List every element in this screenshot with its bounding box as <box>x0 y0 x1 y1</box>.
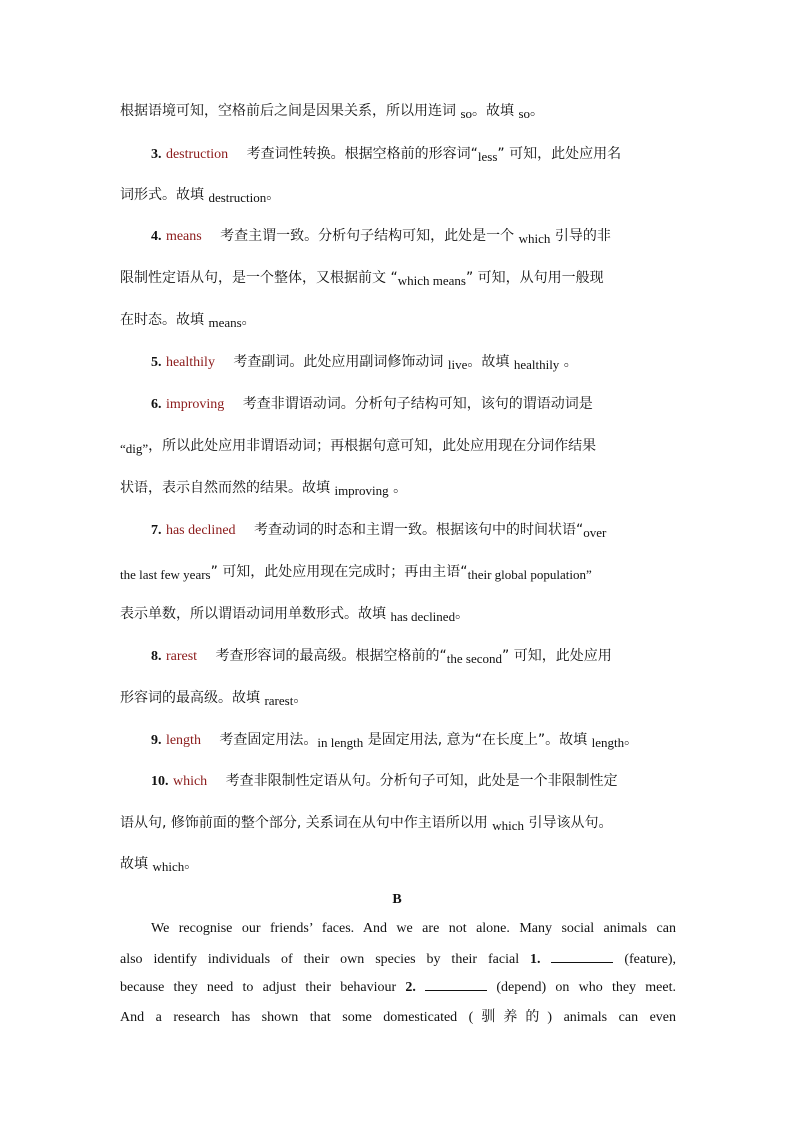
item-number: 7. <box>151 523 162 538</box>
text-segment: 考查词性转换。根据空格前的形容词“ <box>246 146 478 162</box>
text-segment: length <box>591 735 625 750</box>
text-line <box>120 435 676 455</box>
text-segment: so <box>518 106 531 121</box>
text-segment: 。 <box>241 312 256 328</box>
text-segment: 。 <box>559 354 578 370</box>
text-line <box>120 853 676 873</box>
item-number: 10. <box>151 774 169 789</box>
text-segment: 考查非限制性定语从句。分析句子可知，此处是一个非限制性定 <box>225 773 618 789</box>
item-number: 6. <box>151 397 162 412</box>
item-number: 4. <box>151 229 162 244</box>
answer-item-5 <box>151 351 676 371</box>
text-segment: 故填 <box>120 856 153 872</box>
answer-word: improving <box>165 397 225 412</box>
text-segment: has declined <box>390 609 456 624</box>
text-segment: 限制性定语从句，是一个整体，又根据前文 “ <box>120 270 398 286</box>
answer-item-7 <box>151 519 676 539</box>
text-segment: 。 <box>530 103 545 119</box>
text-segment: which <box>152 859 185 874</box>
text-segment: which <box>492 818 525 833</box>
text-line <box>120 477 676 497</box>
text-line <box>120 100 676 120</box>
text-segment: ，所以此处应用非谓语动词；再根据句意可知，此处应用现在分词作结果 <box>148 438 597 454</box>
text-line <box>120 184 676 204</box>
text-segment: ” 可知，此处应用 <box>502 648 612 664</box>
text-segment: 考查主谓一致。分析句子结构可知，此处是一个 <box>220 228 519 244</box>
blank-1[interactable] <box>551 950 613 963</box>
answer-word: healthily <box>165 355 215 370</box>
answer-word: has declined <box>165 523 236 538</box>
answer-item-9 <box>151 729 676 749</box>
text-line <box>120 812 676 832</box>
text-segment: 。故填 <box>467 354 514 370</box>
text-line <box>120 603 676 623</box>
answer-item-4 <box>151 225 676 245</box>
text-segment: 。 <box>293 690 308 706</box>
text-segment: 考查非谓语动词。分析句子结构可知，该句的谓语动词是 <box>242 396 593 412</box>
text-segment: because they need to adjust their behaviour <box>120 980 397 995</box>
passage-line: We recognise our friends’ faces. And we are not alone. Many social animals can <box>151 921 676 936</box>
answer-word: length <box>165 733 201 748</box>
text-segment: 。 <box>184 856 199 872</box>
text-segment: ” 可知，此处应用现在完成时；再由主语“ <box>210 564 468 580</box>
item-number: 5. <box>151 355 162 370</box>
passage-line <box>120 978 676 996</box>
text-segment: 考查动词的时态和主谓一致。根据该句中的时间状语“ <box>254 522 584 538</box>
answer-item-8 <box>151 645 676 665</box>
item-number: 9. <box>151 733 162 748</box>
text-segment: ) animals can even <box>547 1010 677 1025</box>
blank-2[interactable] <box>425 978 487 991</box>
text-segment: 引导的非 <box>550 228 611 244</box>
text-segment: 根据语境可知，空格前后之间是因果关系，所以用连词 <box>120 103 461 119</box>
text-segment: destruction <box>208 190 267 205</box>
answer-item-3 <box>151 143 676 163</box>
text-segment: 是固定用法, 意为“在长度上”。故填 <box>363 732 592 748</box>
text-segment: so <box>460 106 473 121</box>
section-heading: B <box>392 892 402 907</box>
text-segment: the last few years <box>120 567 211 582</box>
blank-number: 2. <box>405 980 416 995</box>
answer-item-10 <box>151 770 676 790</box>
text-segment: rarest <box>264 693 294 708</box>
text-segment: healthily <box>513 357 560 372</box>
text-segment: 表示单数，所以谓语动词用单数形式。故填 <box>120 606 391 622</box>
text-segment: “dig” <box>120 441 149 456</box>
answer-word: means <box>165 229 202 244</box>
text-segment: 。 <box>388 480 408 496</box>
text-segment: improving <box>334 483 389 498</box>
text-segment: And a research has shown that some domesticated ( <box>120 1010 474 1025</box>
text-segment: live <box>447 357 468 372</box>
text-segment: 引导该从句。 <box>524 815 613 831</box>
text-segment: means <box>208 315 242 330</box>
text-segment: 驯养的 <box>473 1009 548 1025</box>
text-segment: (depend) on who they meet. <box>496 980 676 995</box>
text-segment: the second <box>446 651 502 666</box>
text-segment: ” 可知，从句用一般现 <box>465 270 604 286</box>
text-segment: in length <box>317 735 364 750</box>
text-segment: their global population” <box>467 567 592 582</box>
text-segment: over <box>583 525 607 540</box>
blank-number: 1. <box>530 952 541 967</box>
item-number: 3. <box>151 147 162 162</box>
text-segment: 在时态。故填 <box>120 312 209 328</box>
text-line <box>120 561 676 581</box>
answer-item-6 <box>151 393 676 413</box>
passage-line <box>120 1006 676 1026</box>
text-segment: ” 可知，此处应用名 <box>497 146 622 162</box>
text-segment: which <box>518 231 551 246</box>
text-line <box>120 309 676 329</box>
text-segment: 考查副词。此处应用副词修饰动词 <box>233 354 448 370</box>
text-segment: 形容词的最高级。故填 <box>120 690 265 706</box>
text-segment: 。 <box>624 732 639 748</box>
text-segment: 状语，表示自然而然的结果。故填 <box>120 480 335 496</box>
text-segment: 。 <box>455 606 470 622</box>
text-segment: which means <box>397 273 466 288</box>
text-line <box>120 687 676 707</box>
answer-word: which <box>172 774 208 789</box>
text-segment: 考查固定用法。 <box>219 732 318 748</box>
text-segment: less <box>477 149 498 164</box>
text-segment: 考查形容词的最高级。根据空格前的“ <box>215 648 447 664</box>
passage-line <box>120 950 676 968</box>
answer-word: destruction <box>165 147 229 162</box>
text-segment: 语从句, 修饰前面的整个部分, 关系词在从句中作主语所以用 <box>120 815 493 831</box>
text-segment: (feature), <box>624 952 677 967</box>
text-segment: 词形式。故填 <box>120 187 209 203</box>
text-segment: 。故填 <box>472 103 519 119</box>
text-segment: 。 <box>266 187 281 203</box>
item-number: 8. <box>151 649 162 664</box>
answer-word: rarest <box>165 649 198 664</box>
text-line <box>120 267 676 287</box>
text-segment: also identify individuals of their own species by their facial <box>120 952 520 967</box>
